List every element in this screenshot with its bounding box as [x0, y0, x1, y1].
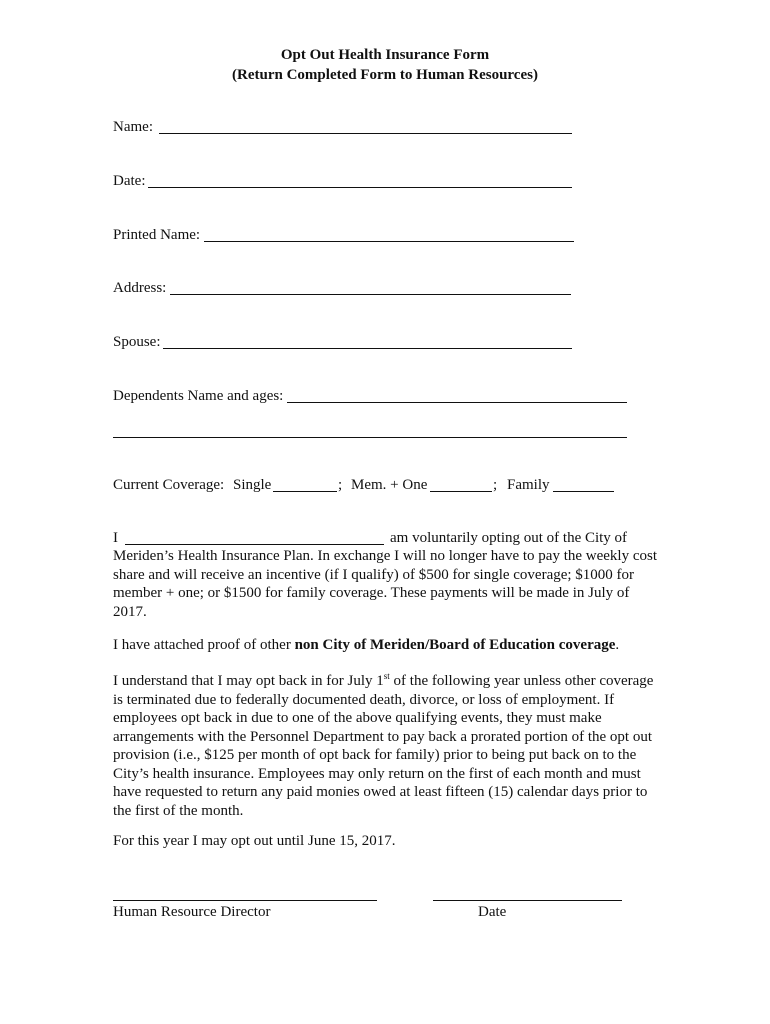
understand-text-2: of the following year unless other coverage is terminated due to federally documented death, divorce, or loss of employment. If employees opt back in due to one of the above qualifying events, they must make arrangements with the Personnel Department to pay back a prorated portion of the opt out provision (i.e., $125 per month of opt back for family) prior to being put back on to the City’s health insurance. Employees may only return on the first of each month and must have requested to return any paid monies owed at least fifteen (15) calendar days prior to the first of the month.	[113, 673, 654, 819]
printed-name-label: Printed Name:	[113, 227, 201, 243]
opt-out-text-2: Meriden’s Health Insurance Plan. In exchange I will no longer have to pay the weekly cost share and will receive an incentive (if I qualify) of $500 for single coverage; $1000 for member + one; or $1500 for family coverage. These payments will be made in July of 2017.	[113, 548, 657, 620]
opt-out-text-1: am voluntarily opting out of the City of	[390, 530, 628, 546]
coverage-single-field[interactable]	[273, 491, 337, 492]
coverage-mem-one-label: Mem. + One	[351, 477, 428, 493]
director-label: Human Resource Director	[113, 904, 271, 920]
deadline-text: For this year I may opt out until June 15, 2017.	[113, 833, 396, 849]
understand-paragraph	[113, 672, 658, 820]
opt-out-prefix: I	[113, 530, 118, 546]
spouse-label: Spouse:	[113, 334, 161, 350]
signature-date-field[interactable]	[433, 900, 622, 901]
dependents-field-line-2[interactable]	[113, 437, 627, 438]
spouse-field[interactable]	[163, 348, 572, 349]
address-field[interactable]	[170, 294, 571, 295]
printed-name-field[interactable]	[204, 241, 574, 242]
proof-bold-text: non City of Meriden/Board of Education coverage	[294, 637, 616, 653]
dependents-field[interactable]	[287, 402, 627, 403]
coverage-sep-1: ;	[338, 477, 343, 493]
opt-out-paragraph	[113, 547, 658, 621]
signature-date-label: Date	[478, 904, 507, 920]
form-subtitle: (Return Completed Form to Human Resources)	[232, 67, 538, 83]
name-label: Name:	[113, 119, 153, 135]
coverage-family-field[interactable]	[553, 491, 614, 492]
coverage-sep-2: ;	[493, 477, 498, 493]
date-label: Date:	[113, 173, 146, 189]
opt-out-name-field[interactable]	[125, 544, 384, 545]
proof-paragraph	[113, 636, 658, 655]
understand-text-1: I understand that I may opt back in for July 1	[113, 673, 384, 689]
coverage-label: Current Coverage:	[113, 477, 225, 493]
understand-sup: st	[383, 671, 390, 681]
coverage-single-label: Single	[233, 477, 272, 493]
dependents-label: Dependents Name and ages:	[113, 388, 284, 404]
director-signature-field[interactable]	[113, 900, 377, 901]
coverage-family-label: Family	[507, 477, 550, 493]
name-field[interactable]	[159, 133, 572, 134]
address-label: Address:	[113, 280, 167, 296]
proof-text: I have attached proof of other	[113, 637, 291, 653]
proof-end: .	[615, 637, 620, 653]
date-field[interactable]	[148, 187, 572, 188]
form-title: Opt Out Health Insurance Form	[280, 47, 490, 63]
coverage-mem-one-field[interactable]	[430, 491, 492, 492]
